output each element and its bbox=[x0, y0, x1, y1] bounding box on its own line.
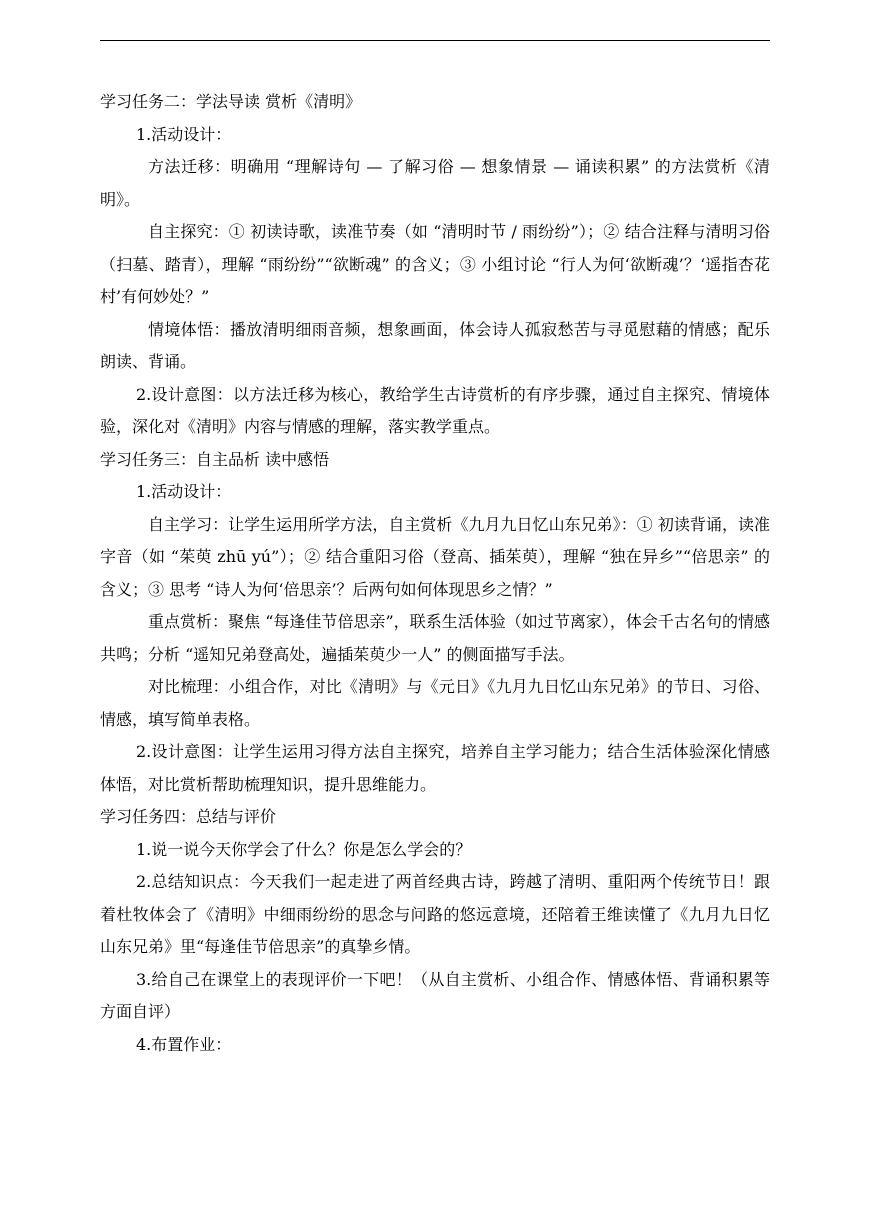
task-three-heading: 学习任务三：自主品析 读中感悟 bbox=[100, 449, 330, 469]
document-body bbox=[100, 86, 770, 1061]
task-two-activity-label: 1.活动设计： bbox=[136, 124, 232, 144]
header-rule bbox=[100, 40, 770, 41]
task-two-heading: 学习任务二：学法导读 赏析《清明》 bbox=[100, 92, 362, 111]
task-four-item-2: 2.总结知识点：今天我们一起走进了两首经典古诗，跨越了清明、重阳两个传统节日！跟着杜牧体会了《清明》中细雨纷纷的思念与问路的悠远意境，还陪着王维读懂了《九月九日忆山东兄弟》里“每逢佳节倍思亲”的真挚乡情。 bbox=[100, 872, 770, 956]
task-three-design-intent: 2.设计意图：让学生运用习得方法自主探究，培养自主学习能力；结合生活体验深化情感体悟，对比赏析帮助梳理知识，提升思维能力。 bbox=[100, 742, 770, 794]
task-four-item-4: 4.布置作业： bbox=[136, 1034, 232, 1054]
task-three-self-study: 自主学习：让学生运用所学方法，自主赏析《九月九日忆山东兄弟》：① 初读背诵，读准字音（如 “茱萸 zhū yú”）；② 结合重阳习俗（登高、插茱萸），理解 “独在异乡”“倍思亲” 的含义；③ 思考 “诗人为何‘倍思亲’？后两句如何体现思乡之情？” bbox=[100, 514, 770, 599]
task-four-item-1: 1.说一说今天你学会了什么？你是怎么学会的？ bbox=[136, 839, 472, 859]
task-two-self-inquiry: 自主探究：① 初读诗歌，读准节奏（如 “清明时节 / 雨纷纷”）；② 结合注释与清明习俗（扫墓、踏青），理解 “雨纷纷”“欲断魂” 的含义；③ 小组讨论 “行人为何‘欲断魂’？‘遥指杏花村’有何妙处？” bbox=[100, 222, 770, 306]
task-two-situational: 情境体悟：播放清明细雨音频，想象画面，体会诗人孤寂愁苦与寻觅慰藉的情感；配乐朗读、背诵。 bbox=[100, 319, 770, 371]
task-three-key-analysis: 重点赏析：聚焦 “每逢佳节倍思亲”，联系生活体验（如过节离家），体会千古名句的情感共鸣；分析 “遥知兄弟登高处，遍插茱萸少一人” 的侧面描写手法。 bbox=[100, 612, 770, 664]
task-three-activity-label: 1.活动设计： bbox=[136, 482, 232, 501]
task-three-comparison: 对比梳理：小组合作，对比《清明》与《元日》《九月九日忆山东兄弟》的节日、习俗、情感，填写简单表格。 bbox=[100, 677, 770, 729]
task-two-method-transfer: 方法迁移：明确用 “理解诗句 — 了解习俗 — 想象情景 — 诵读积累” 的方法赏析《清明》。 bbox=[100, 157, 770, 209]
task-four-item-3: 3.给自己在课堂上的表现评价一下吧！（从自主赏析、小组合作、情感体悟、背诵积累等方面自评） bbox=[100, 969, 770, 1021]
task-four-heading: 学习任务四：总结与评价 bbox=[100, 807, 277, 826]
task-two-design-intent: 2.设计意图：以方法迁移为核心，教给学生古诗赏析的有序步骤，通过自主探究、情境体验，深化对《清明》内容与情感的理解，落实教学重点。 bbox=[100, 384, 770, 436]
